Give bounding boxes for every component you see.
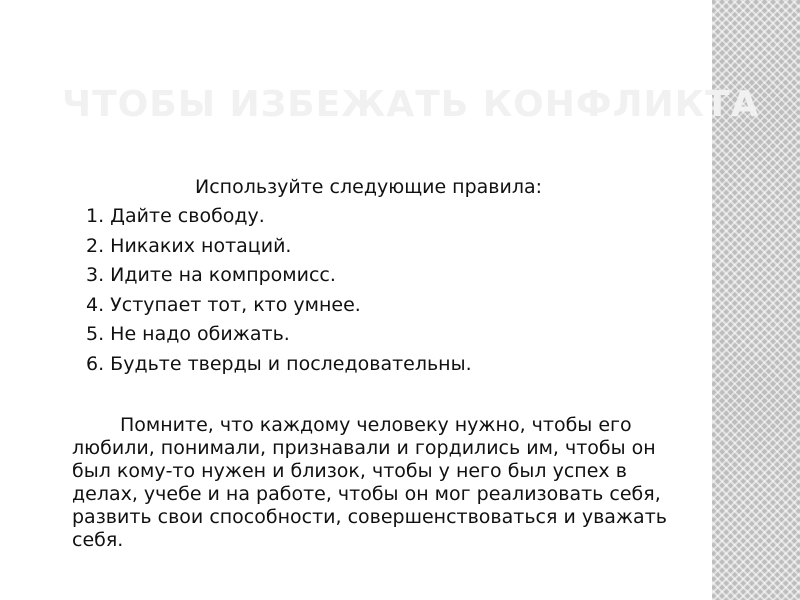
closing-note: Помните, что каждому человеку нужно, чтобы его любили, понимали, признавали и гордились им, чтобы он был кому-то нужен и близок, чтобы у него был успех в делах, учебе и на работе, чтобы он мог реализовать себя, развить свои способности, совершенствоваться и уважать себя. xyxy=(72,414,667,551)
rules-list xyxy=(86,205,472,383)
rule-item: 3. Идите на компромисс. xyxy=(86,264,336,287)
rules-intro: Используйте следующие правила: xyxy=(195,176,543,198)
slide-title: ЧТОБЫ ИЗБЕЖАТЬ КОНФЛИКТА xyxy=(62,84,760,125)
rule-item: 6. Будьте тверды и последовательны. xyxy=(86,352,472,375)
rule-item: 1. Дайте свободу. xyxy=(86,205,265,227)
rule-item: 4. Уступает тот, кто умнее. xyxy=(86,293,361,316)
rule-item: 5. Не надо обижать. xyxy=(86,323,290,346)
rule-item: 2. Никаких нотаций. xyxy=(86,234,292,257)
